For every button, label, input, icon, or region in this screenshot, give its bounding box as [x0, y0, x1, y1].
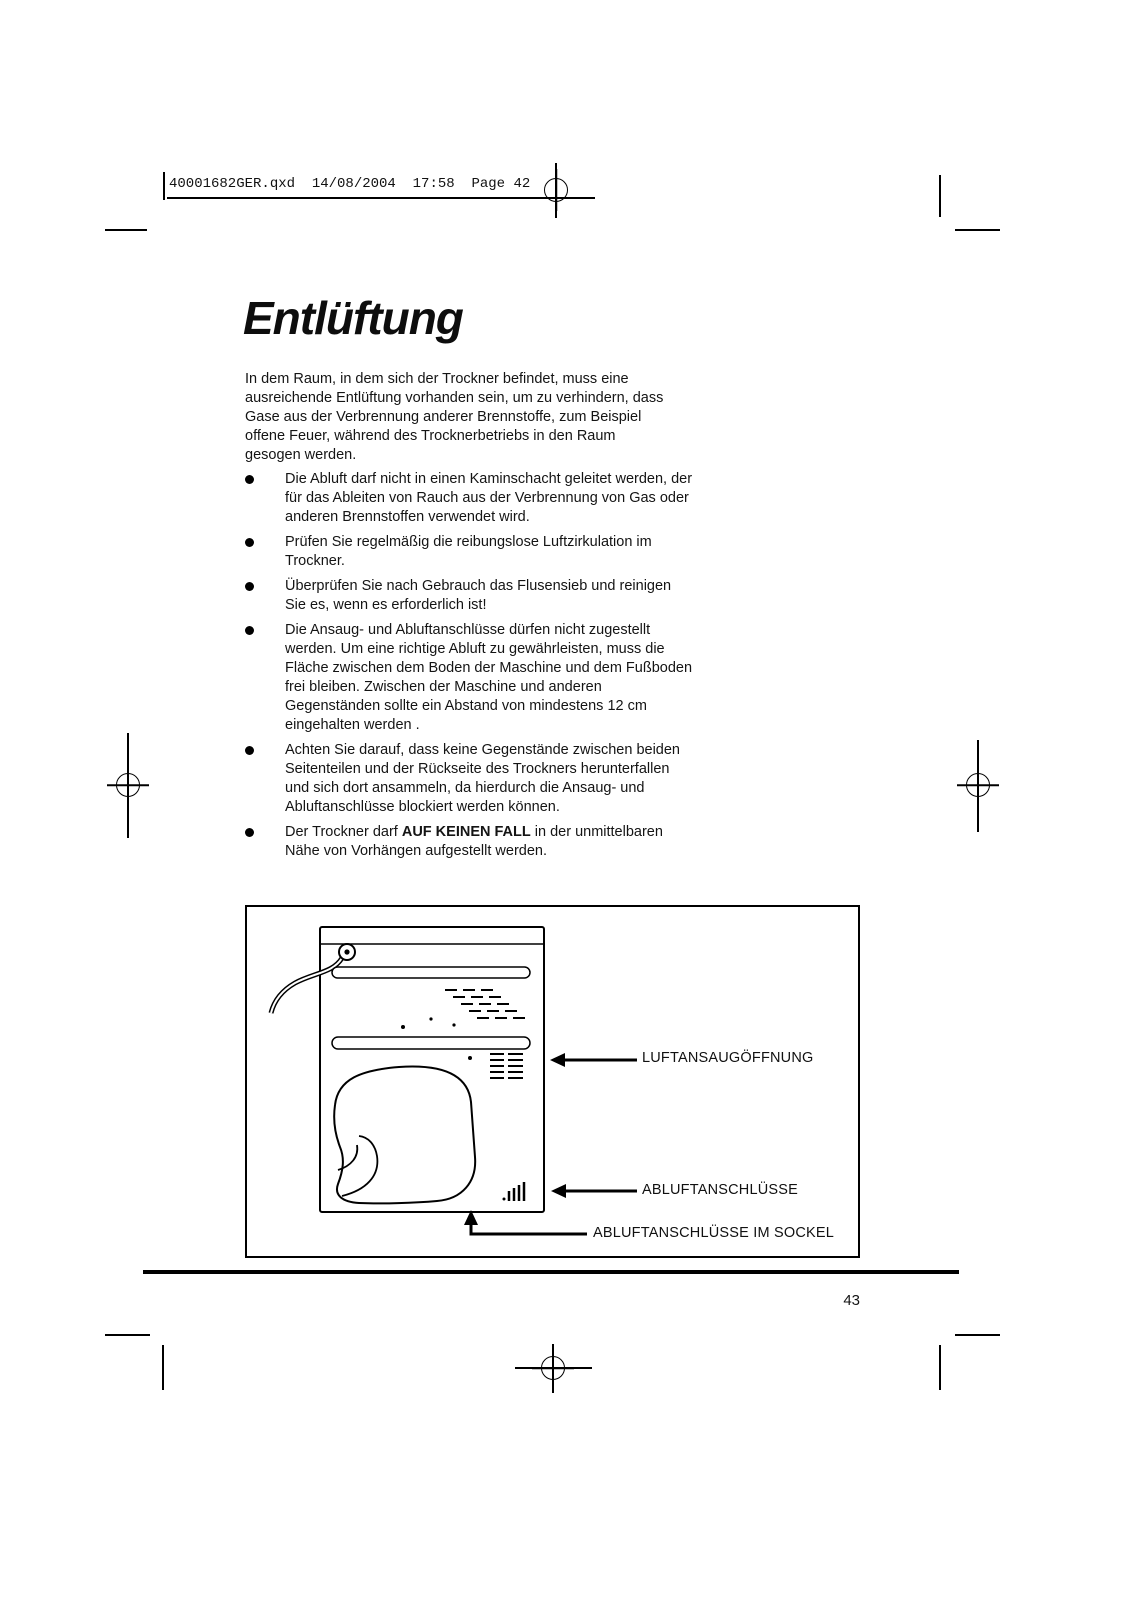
crop-mark-bottom-left-vertical — [162, 1345, 164, 1390]
final-bullet-prefix: Der Trockner darf — [285, 824, 402, 840]
bullet-icon — [245, 538, 254, 547]
crop-mark-top-right-vertical — [939, 175, 941, 217]
crop-mark-bottom-right-horizontal — [955, 1334, 1000, 1336]
list-item-text: Die Abluft darf nicht in einen Kaminschacht geleitet werden, der für das Ableiten von Rauch aus der Verbrennung von Gas oder anderen Brennstoffen verwendet wird. — [285, 471, 693, 525]
footer-rule — [143, 1270, 959, 1274]
crop-mark-top-right-horizontal — [955, 229, 1000, 231]
bullet-icon — [245, 828, 254, 837]
bullet-list — [245, 470, 695, 861]
crop-mark-left-vertical — [127, 733, 129, 838]
list-item — [245, 533, 695, 571]
crop-mark-top-left-tick — [163, 172, 165, 200]
page-number: 43 — [843, 1292, 860, 1309]
crop-mark-bottom-left-horizontal — [105, 1334, 150, 1336]
crop-mark-bottom-center-vertical — [552, 1344, 554, 1393]
list-item-text: Prüfen Sie regelmäßig die reibungslose Luftzirkulation im Trockner. — [285, 534, 652, 569]
page-title: Entlüftung — [243, 292, 463, 344]
crop-mark-bottom-right-vertical — [939, 1345, 941, 1390]
crop-mark-top-center-vertical — [555, 163, 557, 218]
label-air-intake: LUFTANSAUGÖFFNUNG — [642, 1050, 814, 1066]
figure-box — [245, 905, 860, 1258]
bullet-icon — [245, 626, 254, 635]
bullet-icon — [245, 746, 254, 755]
crop-mark-header-underline — [167, 197, 595, 199]
list-item-text: Achten Sie darauf, dass keine Gegenstände zwischen beiden Seitenteilen und der Rückseite des Trockners herunterfallen und sich dort ansammeln, da hierdurch die Ansaug- und Abluftanschlüsse blockiert werden können. — [285, 742, 680, 815]
bullet-icon — [245, 582, 254, 591]
bullet-icon — [245, 475, 254, 484]
final-bullet-emphasis: AUF KEINEN FALL — [401, 824, 531, 840]
list-item — [245, 470, 695, 527]
list-item-text — [285, 823, 695, 861]
list-item-text: Die Ansaug- und Abluftanschlüsse dürfen nicht zugestellt werden. Um eine richtige Abluft zu gewährleisten, muss die Fläche zwischen dem Boden der Maschine und dem Fußboden frei bleiben. Zwischen der Maschine und anderen Gegenständen sollte ein Abstand von mindestens 12 cm eingehalten werden . — [285, 622, 693, 733]
intro-paragraph: In dem Raum, in dem sich der Trockner befindet, muss eine ausreichende Entlüftung vorhanden sein, um zu verhindern, dass Gase aus der Verbrennung anderer Brennstoffe, zum Beispiel offene Feuer, während des Trocknerbetriebs in den Raum gesogen werden. — [245, 371, 664, 463]
crop-mark-bottom-center-horizontal — [515, 1367, 592, 1369]
list-item — [245, 621, 695, 735]
list-item-text: Überprüfen Sie nach Gebrauch das Flusensieb und reinigen Sie es, wenn es erforderlich ist! — [285, 578, 672, 613]
crop-mark-top-left-horizontal — [105, 229, 147, 231]
dryer-diagram — [247, 907, 858, 1256]
list-item — [245, 823, 695, 861]
list-item — [245, 577, 695, 615]
label-exhaust-connections-base: ABLUFTANSCHLÜSSE IM SOCKEL — [593, 1225, 835, 1241]
list-item — [245, 741, 695, 817]
crop-mark-right-vertical — [977, 740, 979, 832]
label-exhaust-connections: ABLUFTANSCHLÜSSE — [642, 1182, 799, 1198]
print-header-text: 40001682GER.qxd 14/08/2004 17:58 Page 42 — [169, 176, 531, 192]
final-bullet-suffix: in der unmittelbaren Nähe von Vorhängen aufgestellt werden. — [285, 824, 663, 859]
